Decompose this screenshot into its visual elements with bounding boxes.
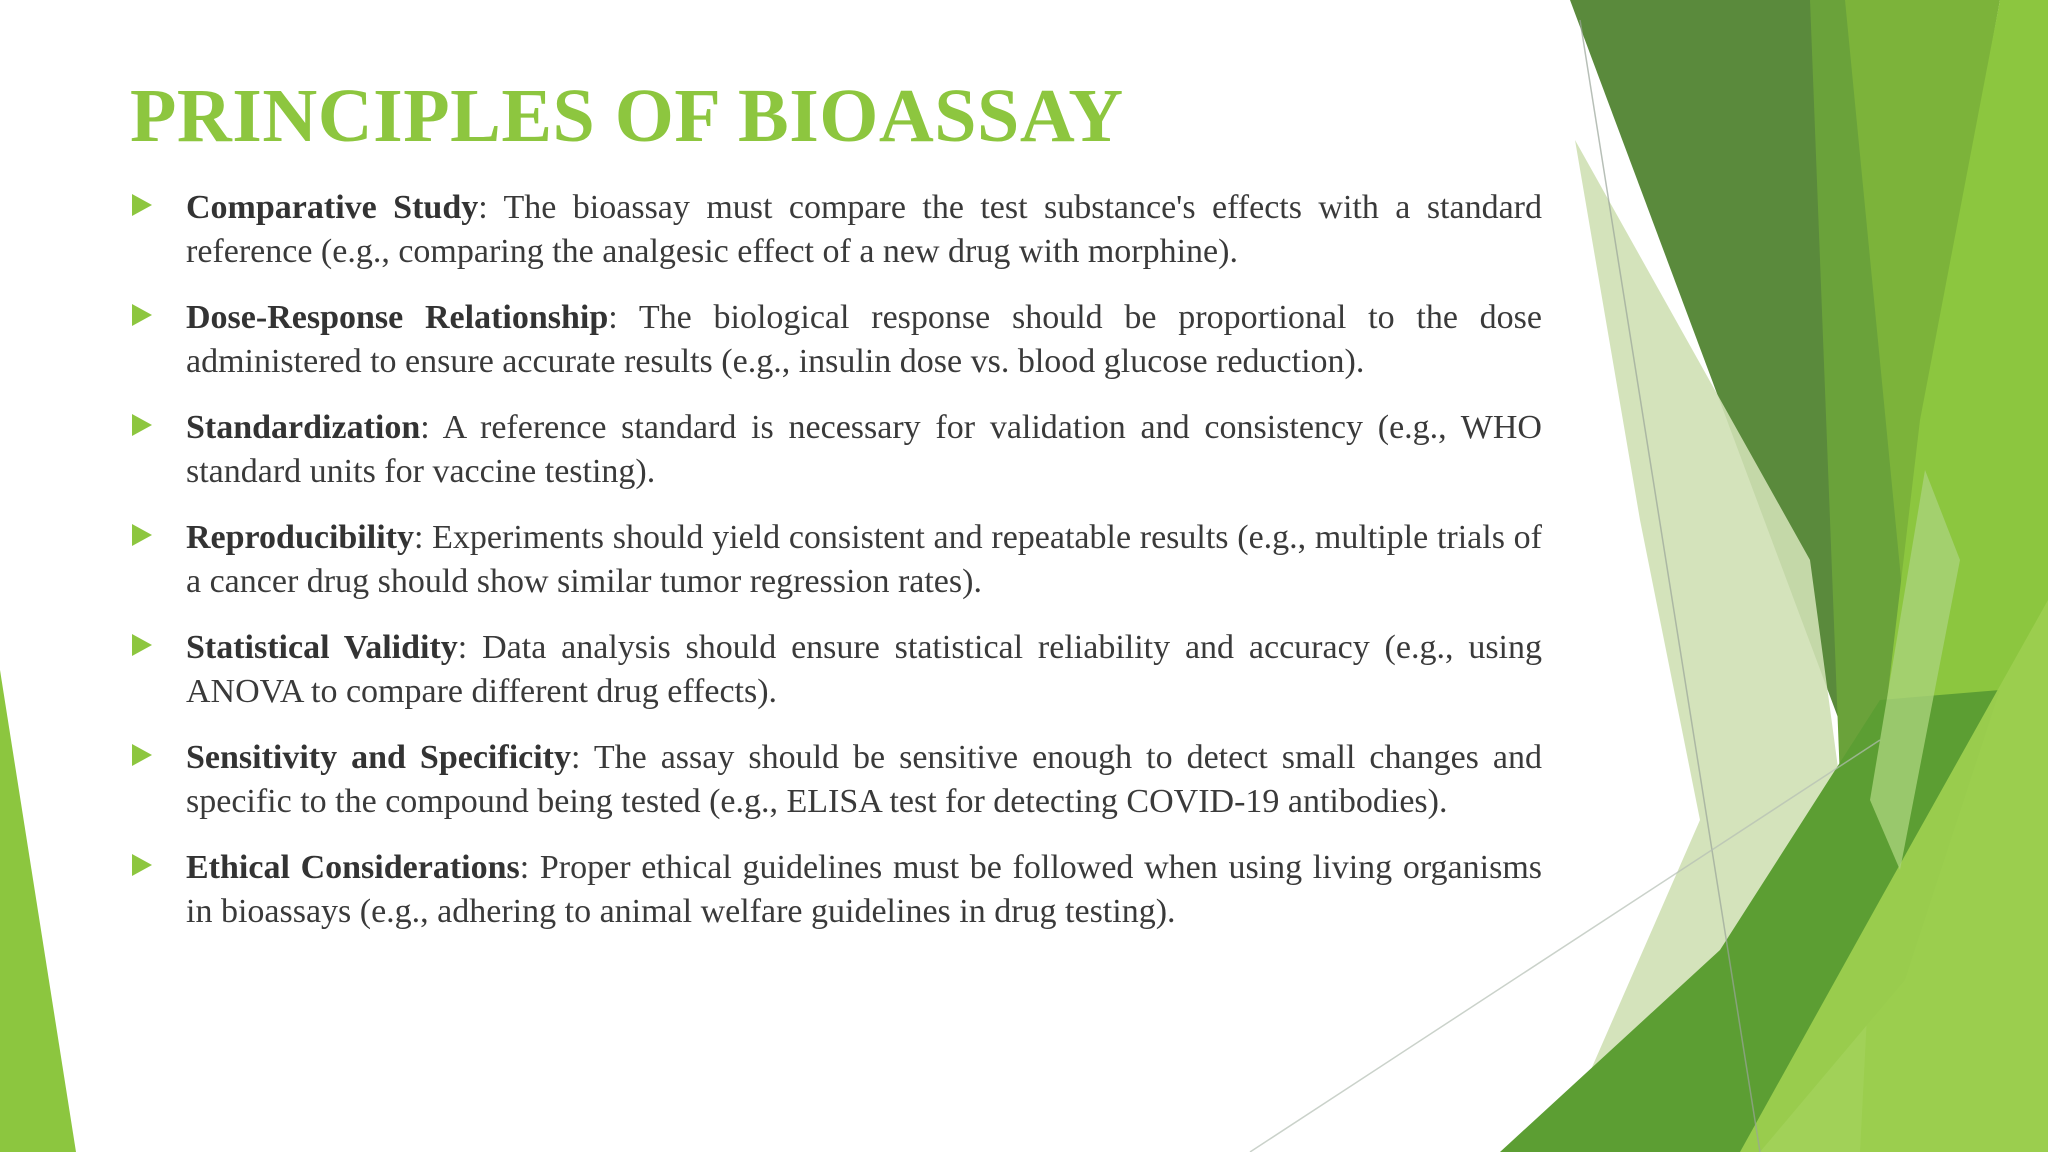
- arrow-bullet-icon: [132, 744, 152, 766]
- bullet-text: : The bioassay must compare the test substance's effects with a standard reference (e.g., comparing the analgesic effect of a new drug with morphine).: [186, 189, 1542, 270]
- bullet-text: : The assay should be sensitive enough to detect small changes and specific to the compound being tested (e.g., ELISA test for detecting COVID-19 antibodies).: [186, 739, 1542, 820]
- arrow-bullet-icon: [132, 524, 152, 546]
- bullet-term: Comparative Study: [186, 189, 479, 226]
- bullet-item: [130, 736, 1542, 824]
- arrow-bullet-icon: [132, 304, 152, 326]
- shape-left-green-wedge: [0, 670, 76, 1152]
- slide-title: PRINCIPLES OF BIOASSAY: [130, 74, 1124, 158]
- bullet-term: Ethical Considerations: [186, 849, 520, 886]
- bullet-item: [130, 846, 1542, 934]
- bullet-text: : Experiments should yield consistent and repeatable results (e.g., multiple trials of a cancer drug should show similar tumor regression rates).: [186, 519, 1542, 600]
- bullet-list: [130, 186, 1542, 956]
- bullet-term: Statistical Validity: [186, 629, 458, 666]
- arrow-bullet-icon: [132, 634, 152, 656]
- bullet-item: [130, 186, 1542, 274]
- bullet-term: Standardization: [186, 409, 421, 446]
- bullet-term: Sensitivity and Specificity: [186, 739, 572, 776]
- bullet-item: [130, 406, 1542, 494]
- bullet-text: : Data analysis should ensure statistical reliability and accuracy (e.g., using ANOVA to compare different drug effects).: [186, 629, 1542, 710]
- bullet-text: : A reference standard is necessary for validation and consistency (e.g., WHO standard units for vaccine testing).: [186, 409, 1542, 490]
- bullet-item: [130, 296, 1542, 384]
- bullet-term: Dose-Response Relationship: [186, 299, 609, 336]
- arrow-bullet-icon: [132, 414, 152, 436]
- bullet-item: [130, 626, 1542, 714]
- bullet-text: : The biological response should be proportional to the dose administered to ensure accurate results (e.g., insulin dose vs. blood glucose reduction).: [186, 299, 1542, 380]
- bullet-text: : Proper ethical guidelines must be followed when using living organisms in bioassays (e.g., adhering to animal welfare guidelines in drug testing).: [186, 849, 1542, 930]
- arrow-bullet-icon: [132, 854, 152, 876]
- arrow-bullet-icon: [132, 194, 152, 216]
- bullet-term: Reproducibility: [186, 519, 414, 556]
- bullet-item: [130, 516, 1542, 604]
